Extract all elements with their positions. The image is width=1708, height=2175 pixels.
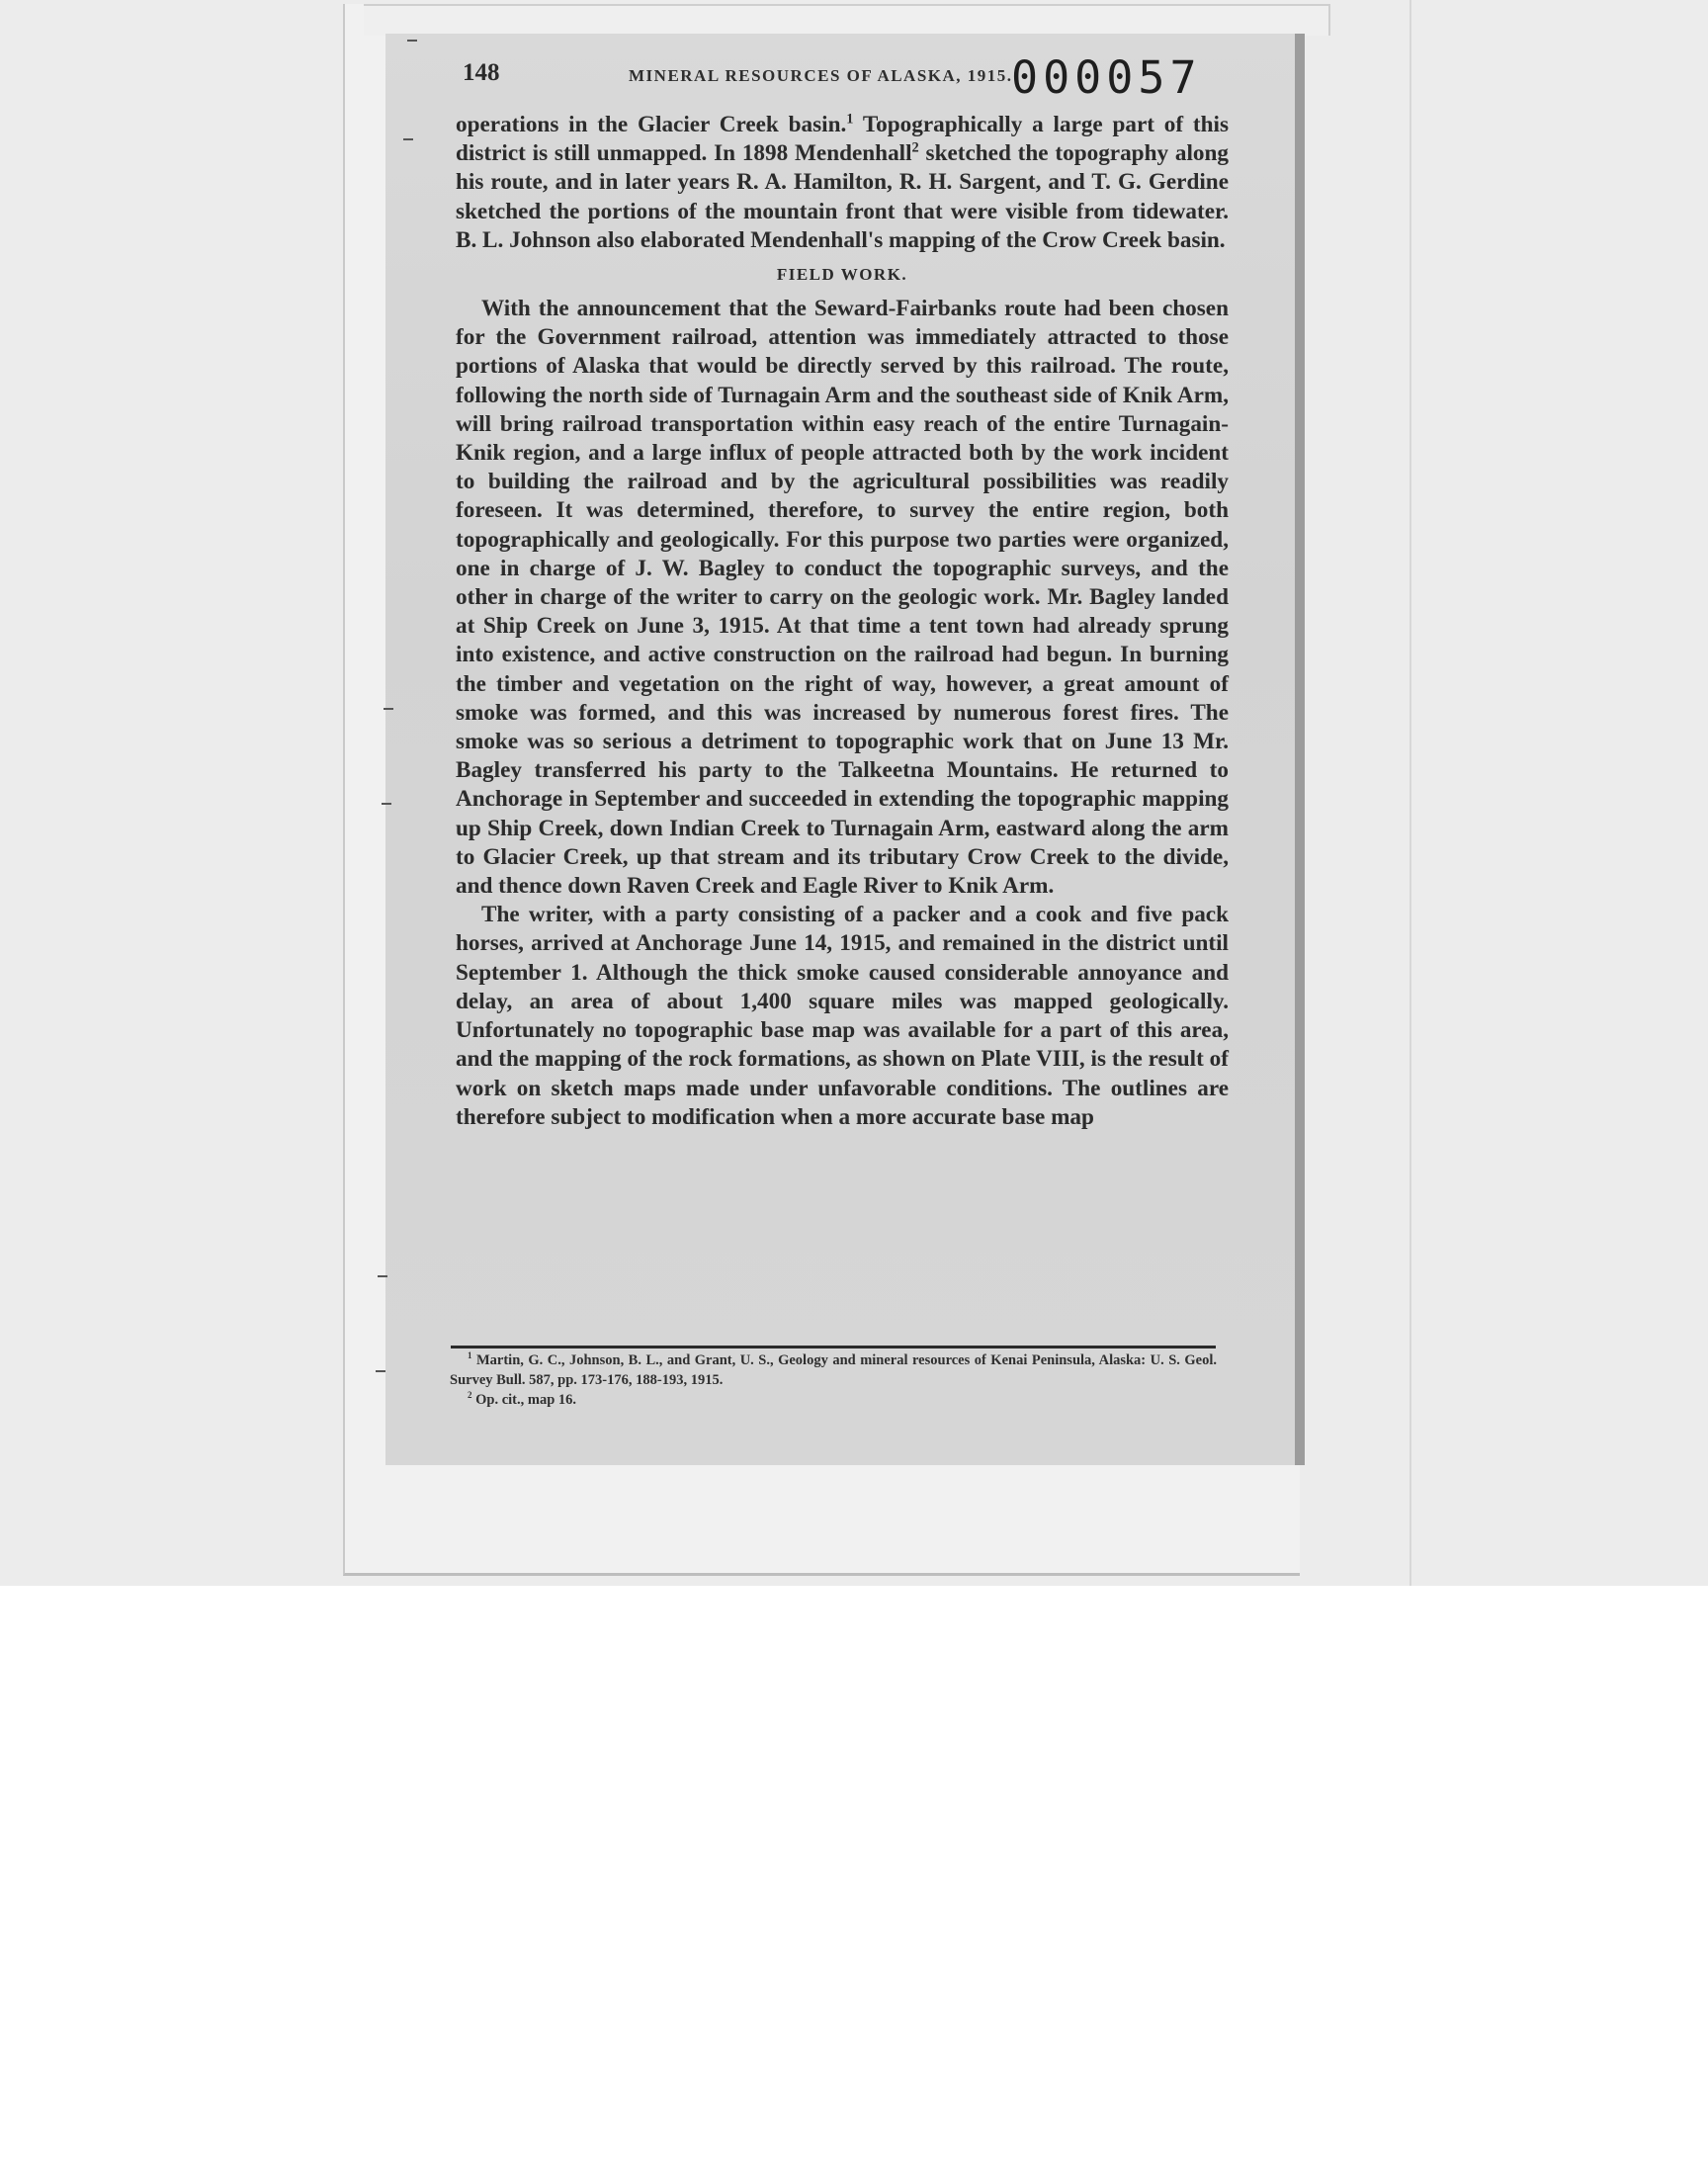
margin-mark — [384, 708, 393, 710]
viewer-divider — [1409, 0, 1411, 1586]
page-number: 148 — [463, 59, 500, 86]
footnote — [450, 1390, 1217, 1410]
footnotes — [450, 1350, 1217, 1410]
paragraph-continued — [456, 111, 1229, 255]
footnote — [450, 1350, 1217, 1390]
footnote-marker: 2 — [468, 1390, 472, 1401]
margin-mark — [376, 1370, 385, 1372]
scan-sheet-top-edge — [364, 4, 1330, 36]
paragraph-text: sketched the topography along his route, and in later years R. A. Hamilton, R. H. Sargent, and T. G. Gerdine sketched the portions of the mountain front that were visible from tidewater. B. L. Johnson also elaborated Mendenhall's mapping of the Crow Creek basin. — [456, 140, 1229, 253]
footnote-text: Martin, G. C., Johnson, B. L., and Grant, U. S., Geology and mineral resources of Kenai Peninsula, Alaska: U. S. Geol. Survey Bull. 587, pp. 173-176, 188-193, 1915. — [450, 1352, 1217, 1388]
running-title: MINERAL RESOURCES OF ALASKA, 1915. — [629, 66, 1013, 85]
section-heading: FIELD WORK. — [776, 265, 908, 285]
margin-mark — [382, 803, 391, 805]
page-header — [463, 51, 1234, 104]
footnote-text: Op. cit., map 16. — [471, 1392, 577, 1408]
footnote-ref: 1 — [846, 111, 854, 128]
paragraph-text: operations in the Glacier Creek basin. — [456, 112, 847, 137]
paragraph-text: Topographically a large part of this district is still unmapped. In 1898 Mendenhall — [456, 112, 1229, 167]
page-body — [456, 111, 1229, 1132]
margin-mark — [403, 138, 413, 140]
footnote-ref: 2 — [911, 139, 919, 156]
paragraph: The writer, with a party consisting of a packer and a cook and five pack horses, arrived at Anchorage June 14, 1915, and remained in the district until September 1. Although the thick smoke caused considerable annoyance and delay, an area of about 1,400 square miles was mapped geologically. Unfortunately no topographic base map was available for a part of this area, and the mapping of the rock formations, as shown on Plate VIII, is the result of work on sketch maps made under unfavorable conditions. The outlines are therefore subject to modification when a more accurate base map — [456, 902, 1229, 1130]
margin-mark — [378, 1275, 387, 1277]
document-stamp-number: 000057 — [1011, 51, 1202, 104]
paragraph: With the announcement that the Seward-Fairbanks route had been chosen for the Government railroad, attention was immediately attracted to those portions of Alaska that would be directly served by this railroad. The route, following the north side of Turnagain Arm and the southeast side of Knik Arm, will bring railroad transportation within easy reach of the entire Turnagain-Knik region, and a large influx of people attracted both by the work incident to building the railroad and by the agricultural possibilities was readily foreseen. It was determined, therefore, to survey the entire region, both topographically and geologically. For this purpose two parties were organized, one in charge of J. W. Bagley to conduct the topographic surveys, and the other in charge of the writer to carry on the geologic work. Mr. Bagley landed at Ship Creek on June 3, 1915. At that time a tent town had already sprung into existence, and active construction on the railroad had begun. In burning the timber and vegetation on the right of way, however, a great amount of smoke was formed, and this was increased by numerous forest fires. The smoke was so serious a detriment to topographic work that on June 13 Mr. Bagley transferred his party to the Talkeetna Mountains. He returned to Anchorage in September and succeeded in extending the topographic mapping up Ship Creek, down Indian Creek to Turnagain Arm, eastward along the arm to Glacier Creek, up that stream and its tributary Crow Creek to the divide, and thence down Raven Creek and Eagle River to Knik Arm. — [456, 296, 1229, 900]
margin-mark — [407, 40, 417, 42]
footnote-marker: 1 — [468, 1350, 472, 1361]
footnote-divider — [451, 1346, 1216, 1348]
